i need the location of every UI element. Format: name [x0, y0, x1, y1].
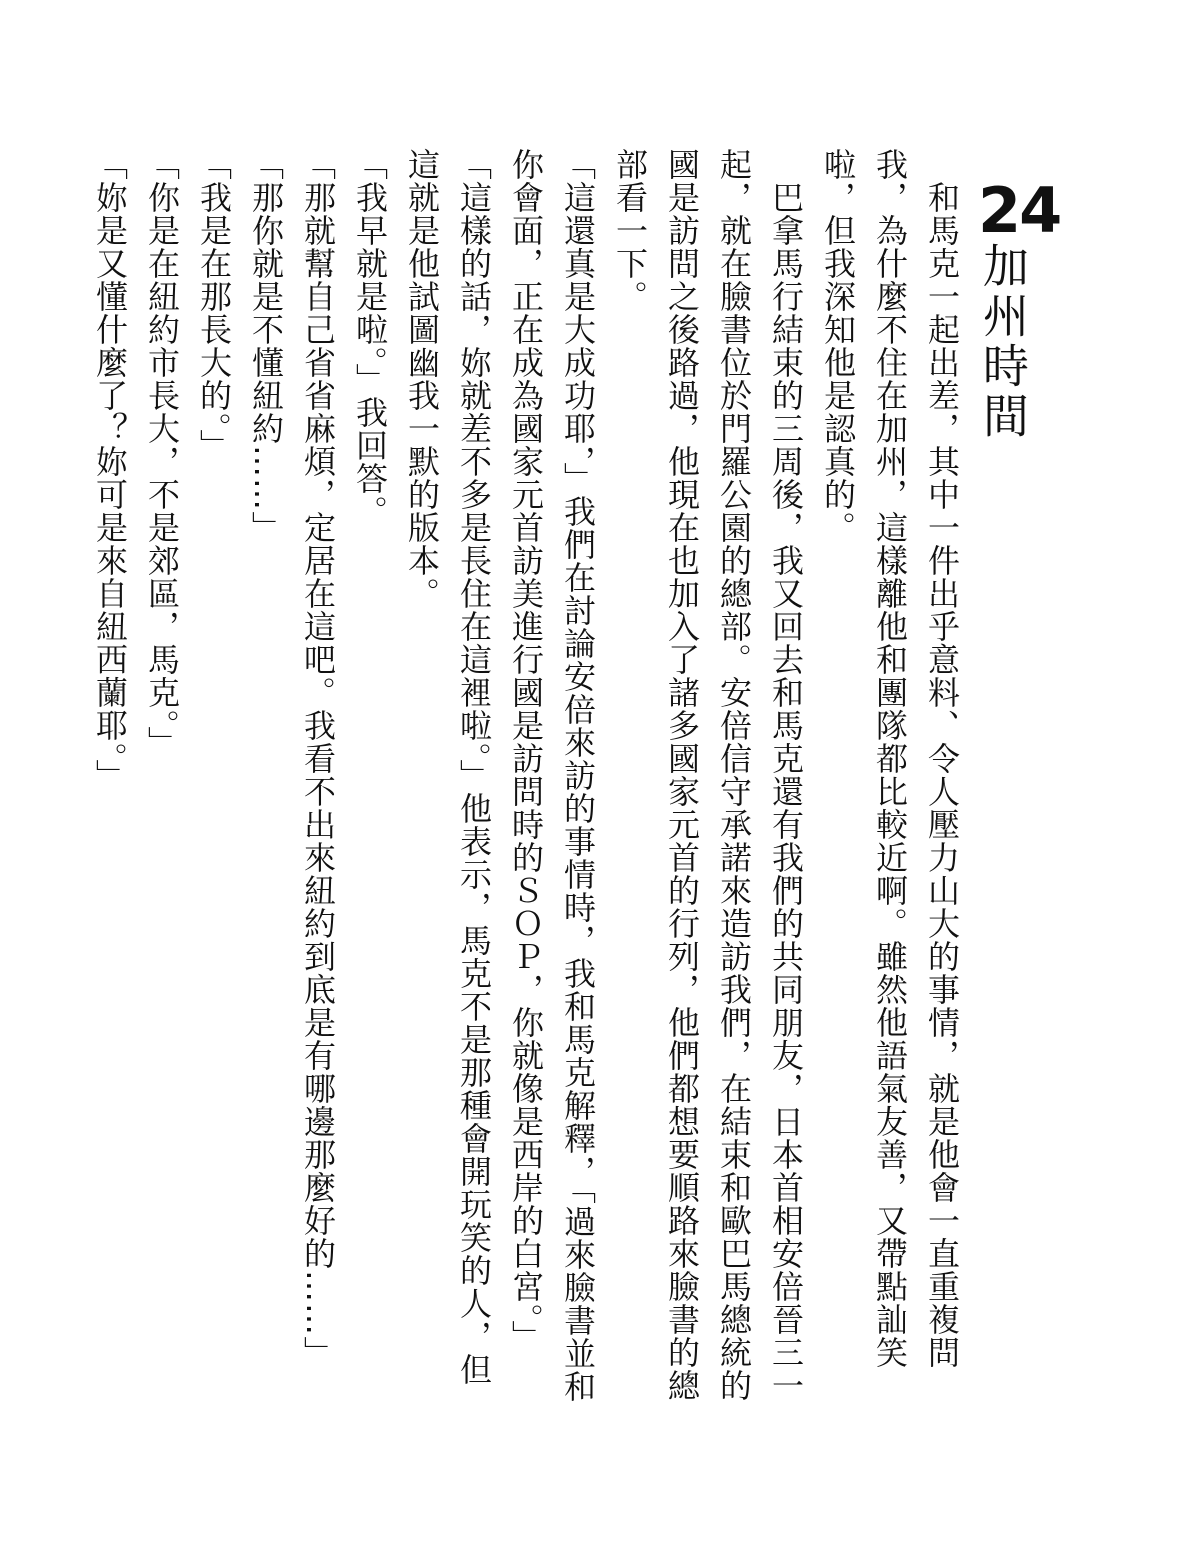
paragraph: 「你是在紐約市長大，不是郊區，馬克。」 — [143, 148, 181, 759]
chapter-body — [91, 148, 968, 1408]
paragraph: 「妳是又懂什麼了？妳可是來自紐西蘭耶。」 — [91, 148, 129, 792]
paragraph: 和馬克一起出差，其中一件出乎意料、令人壓力山大的事情，就是他會一直重複問我，為什麼不住在加州，這樣離他和團隊都比較近啊。雖然他語氣友善，又帶點訕笑啦，但我深知他是認真的。 — [819, 148, 961, 1369]
paragraph: 「這還真是大成功耶，」我們在討論安倍來訪的事情時，我和馬克解釋，「過來臉書並和你會面，正在成為國家元首訪美進行國是訪問時的ＳＯＰ，你就像是西岸的白宮。」 — [507, 148, 597, 1403]
paragraph: 「那你就是不懂紐約……」 — [247, 148, 285, 544]
paragraph: 巴拿馬行結束的三周後，我又回去和馬克還有我們的共同朋友，日本首相安倍晉三一起，就在臉書位於門羅公園的總部。安倍信守承諾來造訪我們，在結束和歐巴馬總統的國是訪問之後路過，他現在也加入了諸多國家元首的行列，他們都想要順路來臉書的總部看一下。 — [611, 148, 805, 1402]
paragraph: 「我是在那長大的。」 — [195, 148, 233, 462]
paragraph: 「這樣的話，妳就差不多是長住在這裡啦。」他表示，馬克不是那種會開玩笑的人，但這就是他試圖幽我一默的版本。 — [403, 148, 493, 1386]
chapter-number: 24 — [978, 174, 1061, 247]
paragraph: 「那就幫自己省省麻煩，定居在這吧。我看不出來紐約到底是有哪邊那麼好的……」 — [299, 148, 337, 1369]
paragraph: 「我早就是啦。」我回答。 — [351, 148, 389, 528]
chapter-title: 加州時間 — [976, 242, 1030, 442]
